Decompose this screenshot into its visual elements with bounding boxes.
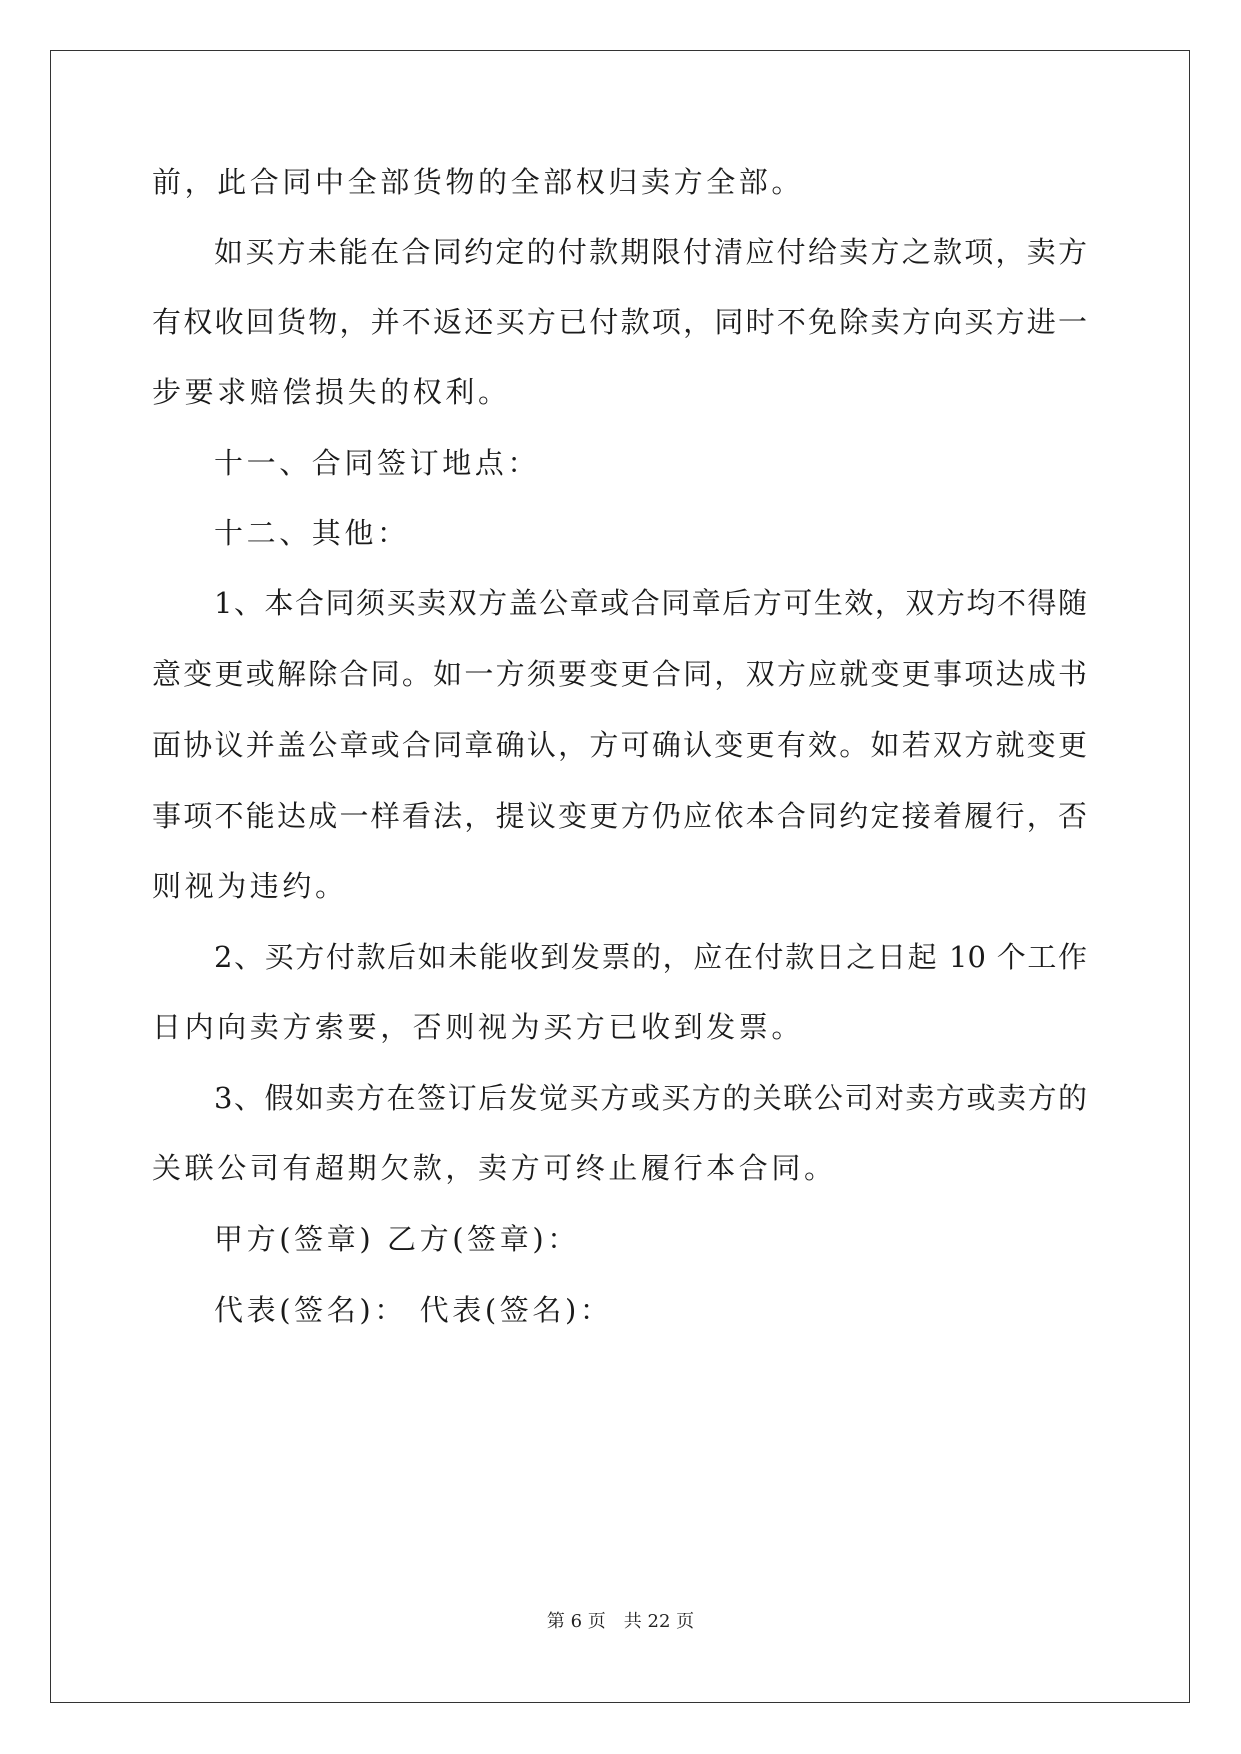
text-line-8: 意变更或解除合同。如一方须要变更合同，双方应就变更事项达成书	[152, 657, 1087, 691]
signature-line-representative: 代表(签名)： 代表(签名)：	[214, 1293, 613, 1327]
text-line-4: 步要求赔偿损失的权利。	[152, 375, 511, 409]
text-line-7: 1、本合同须买卖双方盖公章或合同章后方可生效，双方均不得随	[214, 586, 1087, 620]
section-heading-eleven: 十一、合同签订地点：	[214, 446, 541, 480]
page-total: 共 22 页	[623, 1611, 695, 1632]
text-line-10: 事项不能达成一样看法，提议变更方仍应依本合同约定接着履行，否	[152, 799, 1087, 833]
section-heading-twelve: 十二、其他：	[214, 516, 410, 550]
page-footer	[0, 1610, 1241, 1634]
text-line-3: 有权收回货物，并不返还买方已付款项，同时不免除卖方向买方进一	[152, 305, 1087, 339]
text-line-12: 2、买方付款后如未能收到发票的，应在付款日之日起 10 个工作	[214, 940, 1087, 974]
text-line-1: 前，此合同中全部货物的全部权归卖方全部。	[152, 165, 805, 199]
text-line-13: 日内向卖方索要，否则视为买方已收到发票。	[152, 1010, 805, 1044]
text-line-2: 如买方未能在合同约定的付款期限付清应付给卖方之款项，卖方	[214, 235, 1087, 269]
text-line-14: 3、假如卖方在签订后发觉买方或买方的关联公司对卖方或卖方的	[214, 1081, 1087, 1115]
signature-line-seal: 甲方(签章) 乙方(签章)：	[214, 1222, 580, 1256]
page-number: 第 6 页	[546, 1611, 606, 1632]
text-line-9: 面协议并盖公章或合同章确认，方可确认变更有效。如若双方就变更	[152, 728, 1087, 762]
text-line-11: 则视为违约。	[152, 869, 348, 903]
text-line-15: 关联公司有超期欠款，卖方可终止履行本合同。	[152, 1151, 837, 1185]
